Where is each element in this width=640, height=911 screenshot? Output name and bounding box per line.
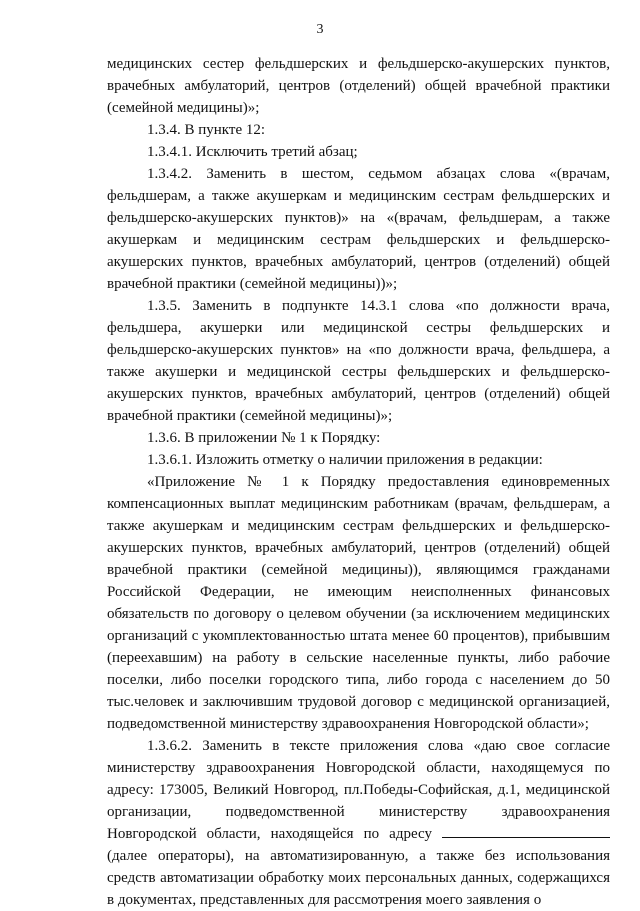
paragraph-1-3-4-2: 1.3.4.2. Заменить в шестом, седьмом абзацах слова «(врачам, фельдшерам, а также акушеркам и медицинским сестрам фельдшерских и фельдшерско-акушерских пунктов)» на «(врачам, фельдшерам, а также акушеркам и медицинским сестрам фельдшерских и фельдшерско-акушерских пунктов, врачебных амбулаторий, центров (отделений) общей врачебной практики (семейной медицины))»; [107,166,610,292]
paragraph-1-3-6-2 [107,735,610,911]
paragraph-1-3-6-2-end: (далее операторы), на автоматизированную, а также без использования средств автоматизации обработку моих персональных данных, содержащихся в документах, представленных для рассмотрения моего заявления о [107,848,610,908]
document-body [107,53,610,911]
paragraph-continuation: медицинских сестер фельдшерских и фельдшерско-акушерских пунктов, врачебных амбулаторий, центров (отделений) общей врачебной практики (семейной медицины)»; [107,56,610,116]
paragraph-1-3-6-1: 1.3.6.1. Изложить отметку о наличии приложения в редакции: [147,452,543,468]
paragraph-1-3-6-2-start: 1.3.6.2. Заменить в тексте приложения слова «даю свое согласие министерству здравоохранения Новгородской области, находящемуся по адресу: 173005, Великий Новгород, пл.Победы-Софийская, д.1, медицинской организации, подведомственной министерству здравоохранения Новгородской области, находящейся по адресу [107,738,610,842]
address-blank-line [442,823,610,838]
paragraph-1-3-6: 1.3.6. В приложении № 1 к Порядку: [147,430,381,446]
paragraph-1-3-4-1: 1.3.4.1. Исключить третий абзац; [147,144,358,160]
page-number: 3 [316,22,324,37]
paragraph-1-3-5: 1.3.5. Заменить в подпункте 14.3.1 слова «по должности врача, фельдшера, акушерки или медицинской сестры фельдшерских и фельдшерско-акушерских пунктов» на «по должности врача, фельдшера, а также акушерки и медицинской сестры фельдшерских и фельдшерско-акушерских пунктов, врачебных амбулаторий, центров (отделений) общей врачебной практики (семейной медицины)»; [107,298,610,424]
paragraph-1-3-4: 1.3.4. В пункте 12: [147,122,266,138]
paragraph-appendix-title: «Приложение № 1 к Порядку предоставления единовременных компенсационных выплат медицинским работникам (врачам, фельдшерам, а также акушеркам и медицинским сестрам фельдшерских и фельдшерско-акушерских пунктов, врачебных амбулаторий, центров (отделений) общей врачебной практики (семейной медицины)), являющимся гражданами Российской Федерации, не имеющим неисполненных финансовых обязательств по договору о целевом обучении (за исключением медицинских организаций с укомплектованностью штата менее 60 процентов), прибывшим (переехавшим) на работу в сельские населенные пункты, либо рабочие поселки, либо поселки городского типа, либо города с населением до 50 тыс.человек и заключившим трудовой договор с медицинской организацией, подведомственной министерству здравоохранения Новгородской области»; [107,474,610,732]
